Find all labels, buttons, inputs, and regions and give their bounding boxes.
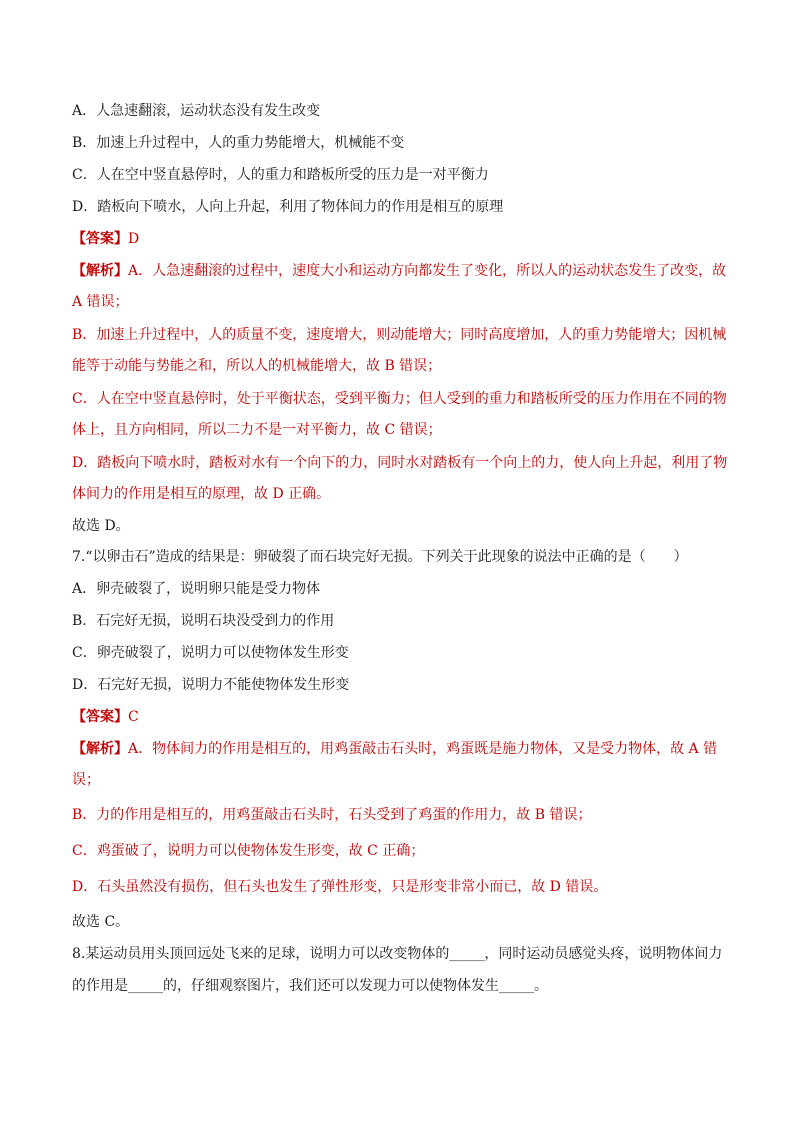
q7-analysis-line	[72, 740, 732, 758]
q7-analysis-line: C．鸡蛋破了，说明力可以使物体发生形变，故 C 正确；	[72, 843, 425, 859]
q6-analysis-line: D．踏板向下喷水时，踏板对水有一个向下的力，同时水对踏板有一个向上的力，使人向上升起，利用了物	[72, 455, 728, 471]
q6-answer	[72, 230, 732, 248]
q7-option-b: B．石完好无损，说明石块没受到力的作用	[72, 613, 335, 629]
q8-stem-line: 的作用是_____的，仔细观察图片，我们还可以发现力可以使物体发生_____。	[72, 978, 548, 994]
answer-value: C	[128, 709, 139, 725]
q6-analysis-line: B．加速上升过程中，人的质量不变，速度增大，则动能增大；同时高度增加，人的重力势能增大；因机械	[72, 327, 727, 343]
answer-value: D	[128, 231, 140, 247]
q7-analysis-line: D．石头虽然没有损伤，但石头也发生了弹性形变，只是形变非常小而已，故 D 错误。	[72, 879, 608, 895]
q6-option-b: B．加速上升过程中，人的重力势能增大，机械能不变	[72, 135, 405, 151]
q6-analysis-line: 体上，且方向相同，所以二力不是一对平衡力，故 C 错误；	[72, 422, 442, 438]
q7-conclusion: 故选 C。	[72, 914, 130, 930]
q7-stem: 7.“以卵击石”造成的结果是：卵破裂了而石块完好无损。下列关于此现象的说法中正确的是（ ）	[72, 549, 688, 565]
analysis-text: A．物体间力的作用是相互的，用鸡蛋敲击石头时，鸡蛋既是施力物体，又是受力物体，故 A 错	[128, 741, 718, 757]
q7-option-c: C．卵壳破裂了，说明力可以使物体发生形变	[72, 645, 349, 661]
q7-analysis-line: 误；	[72, 772, 100, 788]
q6-option-c: C．人在空中竖直悬停时，人的重力和踏板所受的压力是一对平衡力	[72, 167, 489, 183]
q7-answer	[72, 708, 732, 726]
q6-analysis-line: 体间力的作用是相互的原理，故 D 正确。	[72, 486, 331, 502]
q7-option-d: D．石完好无损，说明力不能使物体发生形变	[72, 677, 350, 693]
analysis-tag: 【解析】	[72, 263, 128, 279]
q6-option-d: D．踏板向下喷水，人向上升起，利用了物体间力的作用是相互的原理	[72, 199, 504, 215]
answer-tag: 【答案】	[72, 231, 128, 247]
q7-option-a: A．卵壳破裂了，说明卵只能是受力物体	[72, 581, 321, 597]
q6-analysis-line: A 错误；	[72, 294, 129, 310]
q6-analysis-line: 能等于动能与势能之和，所以人的机械能增大，故 B 错误；	[72, 358, 442, 374]
analysis-tag: 【解析】	[72, 741, 128, 757]
q7-analysis-line: B．力的作用是相互的，用鸡蛋敲击石头时，石头受到了鸡蛋的作用力，故 B 错误；	[72, 807, 592, 823]
q6-conclusion: 故选 D。	[72, 518, 130, 534]
q6-analysis-line	[72, 262, 732, 280]
q8-stem-line: 8.某运动员用头顶回远处飞来的足球，说明力可以改变物体的_____，同时运动员感觉头疼，说明物体间力	[72, 946, 723, 962]
q6-analysis-line: C．人在空中竖直悬停时，处于平衡状态，受到平衡力；但人受到的重力和踏板所受的压力作用在不同的物	[72, 391, 727, 407]
answer-tag: 【答案】	[72, 709, 128, 725]
analysis-text: A．人急速翻滚的过程中，速度大小和运动方向都发生了变化，所以人的运动状态发生了改变，故	[128, 263, 727, 279]
q6-option-a: A．人急速翻滚，运动状态没有发生改变	[72, 103, 321, 119]
